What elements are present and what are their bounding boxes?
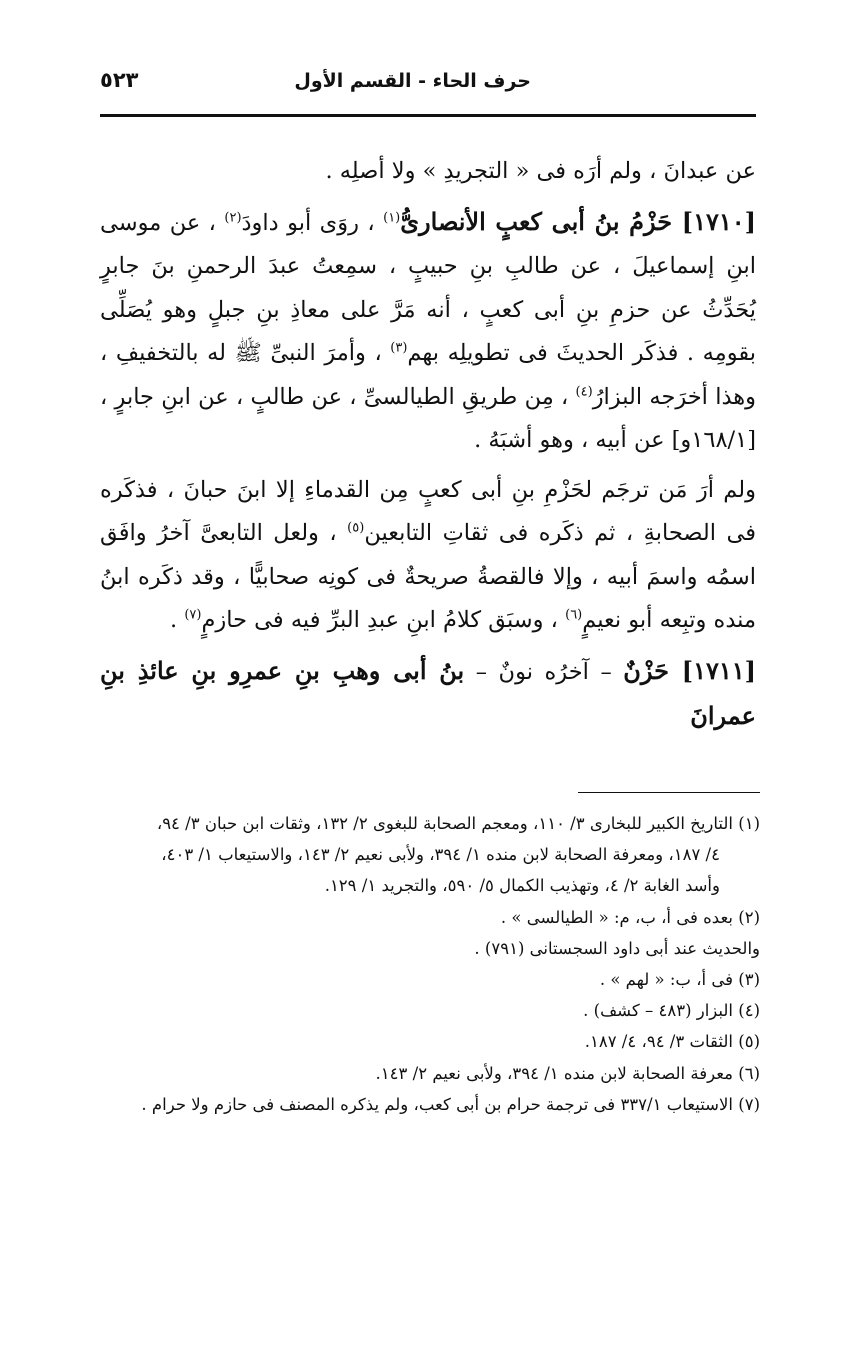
paragraph-commentary <box>100 469 756 643</box>
entry-text: ، روَى أبو داودَ <box>241 209 384 236</box>
footnote-2: (٢) بعده فى أ، ب، م: « الطيالسى » . <box>500 907 760 927</box>
running-header-title: حرف الحاء - القسم الأول <box>294 70 531 92</box>
footnote-marker-5: (٥) <box>347 520 365 536</box>
entry-1710 <box>100 200 756 463</box>
commentary-text: ، وسبَق كلامُ ابنِ عبدِ البرِّ فيه فى حازمٍ <box>201 607 566 633</box>
entry-aside: – آخرُه نونٌ – <box>464 658 624 685</box>
page-number: ٥٢٣ <box>100 68 139 92</box>
entry-heading-1711-rest: بنُ أبى وهبِ بنِ عمرِو بنِ عائذِ بنِ عمرانَ <box>100 655 756 730</box>
commentary-text: ولم أرَ مَن ترجَم لحَزْمِ بنِ أبى كعبٍ مِن القدماءِ إلا ابنَ حبانَ ، فذكَره فى الصحابةِ ، ثم ذكَره فى ثقاتِ التابعين <box>100 476 756 546</box>
footnote-5: (٥) الثقات ٣/ ٩٤، ٤/ ١٨٧. <box>584 1032 760 1052</box>
footnote-marker-1: (١) <box>383 210 401 225</box>
footnote-marker-2: (٢) <box>224 210 242 225</box>
entry-text: ، مِن طريقِ الطيالسىِّ ، عن طالبٍ ، عن ابنِ جابرٍ ، [١٦٨/١و] عن أبيه ، وهو أشبَهُ . <box>100 383 756 453</box>
paragraph-intro: عن عبدانَ ، ولم أرَه فى « التجريدِ » ولا أصلِه . <box>325 158 756 184</box>
entry-text: ، وأمرَ النبىِّ ﷺ له بالتخفيفِ ، وهذا أخرَجه البزارُ <box>100 340 756 410</box>
entry-text: ، عن موسى ابنِ إسماعيلَ ، عن طالبِ بنِ حبيبٍ ، سمِعتُ عبدَ الرحمنِ بنَ جابرٍ يُحَدِّثُ عن حزمِ بنِ أبى كعبٍ ، أنه مَرَّ على معاذِ بنِ جبلٍ وهو يُصَلِّى بقومِه . فذكَر الحديثَ فى تطويلِه بهم <box>100 209 757 366</box>
entry-1711 <box>100 649 756 740</box>
commentary-text: . <box>170 607 185 633</box>
running-header <box>100 64 756 98</box>
main-text <box>100 150 756 740</box>
footnote-marker-4: (٤) <box>575 384 593 399</box>
footnote-4: (٤) البزار (٤٨٣ – كشف) . <box>583 1001 760 1021</box>
footnote-marker-3: (٣) <box>390 340 408 356</box>
footnote-2-cont: والحديث عند أبى داود السجستانى (٧٩١) . <box>474 938 760 958</box>
footnote-3: (٣) فى أ، ب: « لهم » . <box>599 970 760 990</box>
footnote-6: (٦) معرفة الصحابة لابن منده ١/ ٣٩٤، ولأبى نعيم ٢/ ١٤٣. <box>375 1063 760 1083</box>
footnote-separator <box>578 792 760 793</box>
footnote-marker-7: (٧) <box>184 607 202 623</box>
footnote-1: (١) التاريخ الكبير للبخارى ٣/ ١١٠، ومعجم الصحابة للبغوى ٢/ ١٣٢، وثقات ابن حبان ٣/ ٩٤، <box>156 814 760 833</box>
footnotes <box>98 808 760 1120</box>
commentary-text: ، ولعل التابعىَّ آخرُ وافَق اسمُه واسمَ أبيه ، وإلا فالقصةُ صريحةٌ فى كونِه صحابيًّا ، وقد ذكَره ابنُ منده وتبِعه أبو نعيمٍ <box>100 520 756 633</box>
footnote-1-cont: وأسد الغابة ٢/ ٤، وتهذيب الكمال ٥/ ٥٩٠، والتجريد ١/ ١٢٩. <box>324 876 720 896</box>
header-rule <box>100 114 756 117</box>
entry-heading-1711: [١٧١١] حَزْنٌ <box>623 655 756 685</box>
entry-heading-1710: [١٧١٠] حَزْمُ بنُ أبى كعبٍ الأنصارىُّ <box>400 206 756 236</box>
footnote-marker-6: (٦) <box>565 607 583 623</box>
footnote-1-cont: ٤/ ١٨٧، ومعرفة الصحابة لابن منده ١/ ٣٩٤، ولأبى نعيم ٢/ ١٤٣، والاستيعاب ١/ ٤٠٣، <box>161 845 720 865</box>
footnote-7: (٧) الاستيعاب ٣٣٧/١ فى ترجمة حرام بن أبى كعب، ولم يذكره المصنف فى حازم ولا حرام . <box>141 1094 760 1114</box>
